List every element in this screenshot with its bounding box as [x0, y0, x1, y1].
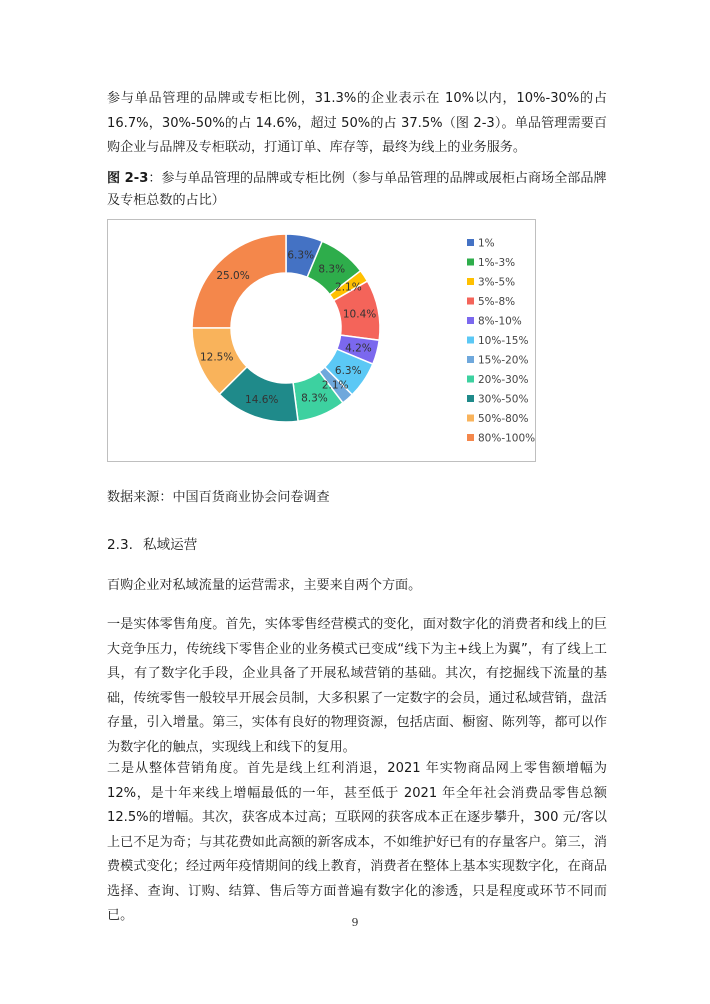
legend-label: 3%-5%: [478, 276, 516, 289]
data-source: 数据来源：中国百货商业协会问卷调查: [107, 490, 330, 505]
marketing-paragraph: 二是从整体营销角度。首先是线上红利消退，2021 年实物商品网上零售额增幅为 12%，是十年来线上增幅最低的一年，甚至低于 2021 年全年社会消费品零售总额 12.5%的增幅。其次，获客成本过高；互联网的获客成本正在逐步攀升，300 元/客以上已不足为奇；与其花费如此高额的新客成本，不如维护好已有的存量客户。第三，消费模式变化；经过两年疫情期间的线上教育，消费者在整体上基本实现数字化，在商品选择、查询、订购、结算、售后等方面普遍有数字化的渗透，只是程度或环节不同而已。: [107, 761, 607, 923]
legend-label: 30%-50%: [478, 393, 529, 406]
legend-swatch: [467, 298, 474, 305]
donut-data-label: 6.3%: [287, 249, 315, 262]
retail-paragraph: 一是实体零售角度。首先，实体零售经营模式的变化，面对数字化的消费者和线上的巨大竞争压力，传统线下零售企业的业务模式已变成“线下为主+线上为翼”，有了线上工具，有了数字化手段，企业具备了开展私域营销的基础。其次，有挖掘线下流量的基础，传统零售一般较早开展会员制，大多积累了一定数字的会员，通过私域营销，盘活存量，引入增量。第三，实体有良好的物理资源，包括店面、橱窗、陈列等，都可以作为数字化的触点，实现线上和线下的复用。: [107, 617, 607, 755]
donut-data-label: 14.6%: [245, 393, 279, 406]
donut-data-label: 2.1%: [321, 379, 349, 392]
figure-caption: [107, 168, 607, 212]
donut-data-label: 10.4%: [342, 308, 377, 321]
legend-swatch: [467, 239, 474, 246]
legend-label: 15%-20%: [478, 354, 529, 367]
legend-label: 10%-15%: [478, 335, 529, 347]
legend-swatch: [467, 278, 474, 285]
legend-swatch: [467, 259, 474, 266]
legend-label: 80%-100%: [478, 432, 536, 445]
legend-swatch: [467, 356, 474, 363]
legend-label: 5%-8%: [478, 296, 516, 308]
legend-swatch: [467, 337, 474, 344]
legend-label: 1%-3%: [478, 257, 516, 269]
legend-swatch: [467, 317, 474, 324]
legend-label: 8%-10%: [478, 315, 522, 328]
legend-swatch: [467, 376, 474, 383]
demand-paragraph: 百购企业对私域流量的运营需求，主要来自两个方面。: [107, 578, 422, 593]
legend-label: 1%: [478, 237, 495, 250]
legend-swatch: [467, 415, 474, 422]
legend-label: 20%-30%: [478, 374, 529, 386]
legend-swatch: [467, 395, 474, 402]
donut-data-label: 25.0%: [216, 269, 250, 282]
figure-label: 图 2-3: [107, 171, 149, 186]
intro-paragraph: 参与单品管理的品牌或专柜比例，31.3%的企业表示在 10%以内，10%-30%的占 16.7%，30%-50%的占 14.6%，超过 50%的占 37.5%（图 2-3）。单品管理需要百购企业与品牌及专柜联动，打通订单、库存等，最终为线上的业务服务。: [107, 91, 607, 155]
donut-data-label: 6.3%: [334, 364, 362, 377]
legend-label: 50%-80%: [478, 413, 529, 425]
donut-chart-svg: [108, 220, 537, 463]
legend-swatch: [467, 434, 474, 441]
section-heading: [107, 535, 197, 555]
section-number: 2.3.: [107, 537, 133, 553]
donut-data-label: 8.3%: [318, 263, 346, 276]
donut-data-label: 4.2%: [345, 342, 372, 355]
page-number: 9: [351, 916, 359, 929]
donut-data-label: 2.1%: [335, 281, 362, 294]
donut-data-label: 8.3%: [301, 392, 328, 405]
figure-caption-text: ：参与单品管理的品牌或专柜比例（参与单品管理的品牌或展柜占商场全部品牌及专柜总数的占比）: [107, 171, 607, 208]
donut-data-label: 12.5%: [199, 351, 234, 364]
section-title: 私域运营: [142, 537, 198, 553]
donut-chart: [107, 219, 536, 462]
